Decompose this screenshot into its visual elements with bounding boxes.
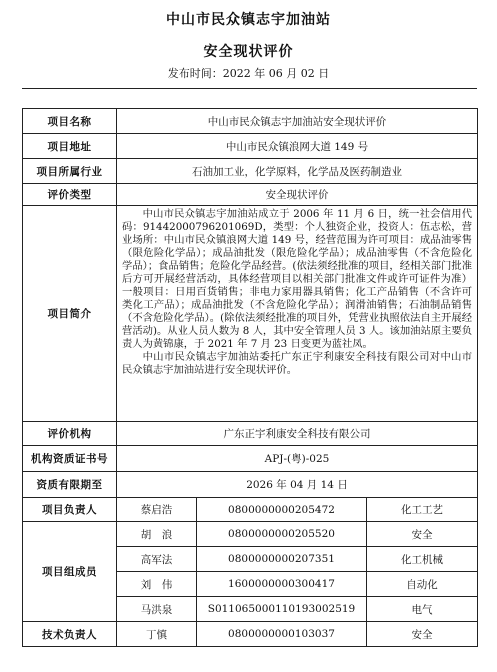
team-member-specialty: 电气 [367, 597, 478, 622]
row-project-name [23, 109, 478, 134]
tech-leader-specialty: 安全 [367, 622, 478, 647]
agency-label: 评价机构 [23, 422, 117, 446]
team-member-row [23, 522, 478, 547]
row-industry [23, 159, 478, 184]
info-table [22, 108, 478, 647]
tech-leader-cert: 0800000000103037 [197, 622, 367, 647]
team-member-name: 刘 伟 [117, 572, 197, 597]
header-divider [22, 88, 477, 89]
eval-type-label: 评价类型 [23, 184, 117, 206]
project-leader-name: 蔡启浩 [117, 498, 197, 522]
industry-value: 石油加工业，化学原料，化学品及医药制造业 [117, 159, 478, 184]
agency-value: 广东正宇利康安全科技有限公司 [117, 422, 478, 446]
team-member-cert: S011065000110193002519 [197, 597, 367, 622]
tech-leader-label: 技术负责人 [23, 622, 117, 647]
row-project-address [23, 134, 478, 159]
row-intro [23, 206, 478, 422]
intro-text [117, 206, 478, 422]
project-leader-label: 项目负责人 [23, 498, 117, 522]
project-leader-specialty: 化工工艺 [367, 498, 478, 522]
tech-leader-name: 丁慎 [117, 622, 197, 647]
row-project-leader [23, 498, 478, 522]
project-name-label: 项目名称 [23, 109, 117, 134]
team-member-cert: 0800000000205520 [197, 522, 367, 547]
team-member-specialty: 自动化 [367, 572, 478, 597]
project-address-label: 项目地址 [23, 134, 117, 159]
row-agency [23, 422, 478, 446]
company-title: 中山市民众镇志宇加油站 [166, 12, 331, 28]
team-member-specialty: 安全 [367, 522, 478, 547]
row-cert-expiry [23, 472, 478, 498]
team-member-name: 马洪泉 [117, 597, 197, 622]
team-label: 项目组成员 [23, 522, 117, 622]
row-tech-leader [23, 622, 478, 647]
cert-no-label: 机构资质证书号 [23, 446, 117, 472]
intro-label: 项目简介 [23, 206, 117, 422]
team-member-specialty: 化工机械 [367, 547, 478, 572]
intro-paragraph-2: 中山市民众镇志宇加油站委托广东正宇利康安全科技有限公司对中山市民众镇志宇加油站进行安全现状评价。 [122, 351, 473, 376]
team-member-cert: 0800000000207351 [197, 547, 367, 572]
team-member-cert: 1600000000300417 [197, 572, 367, 597]
cert-expiry-value: 2026 年 04 月 14 日 [117, 472, 478, 498]
project-leader-cert: 0800000000205472 [197, 498, 367, 522]
team-member-name: 胡 浪 [117, 522, 197, 547]
team-member-name: 高军法 [117, 547, 197, 572]
cert-no-value: APJ-(粤)-025 [117, 446, 478, 472]
project-address-value: 中山市民众镇浪网大道 149 号 [117, 134, 478, 159]
eval-type-value: 安全现状评价 [117, 184, 478, 206]
industry-label: 项目所属行业 [23, 159, 117, 184]
publish-date: 发布时间：2022 年 06 月 02 日 [167, 67, 330, 80]
cert-expiry-label: 资质有限期至 [23, 472, 117, 498]
row-eval-type [23, 184, 478, 206]
project-name-value: 中山市民众镇志宇加油站安全现状评价 [117, 109, 478, 134]
intro-paragraph-1: 中山市民众镇志宇加油站成立于 2006 年 11 月 6 日，统一社会信用代码：91442000796201069D，类型：个人独资企业，投资人：伍志松，营业场所：中山市民众镇浪网大道 149 号，经营范围为许可项目：成品油零售（限危险化学品）；成品油批发（限危险化学品）；成品油零售（不含危险化学品）；食品销售；危险化学品经营。(依法须经批准的项目，经相关部门批准后方可开展经营活动，具体经营项目以相关部门批准文件或许可证件为准）一般项目：日用百货销售；非电力家用器具销售；化工产品销售（不含许可类化工产品）；成品油批发（不含危险化学品）；润滑油销售；石油制品销售（不含危险化学品）。(除依法须经批准的项目外，凭营业执照依法自主开展经营活动)。从业人员人数为 8 人，其中安全管理人员 3 人。该加油站原主要负责人为黄锦康，于 2021 年 7 月 23 日变更为蓝社凤。 [122, 208, 473, 350]
row-cert-no [23, 446, 478, 472]
report-title: 安全现状评价 [203, 44, 294, 60]
